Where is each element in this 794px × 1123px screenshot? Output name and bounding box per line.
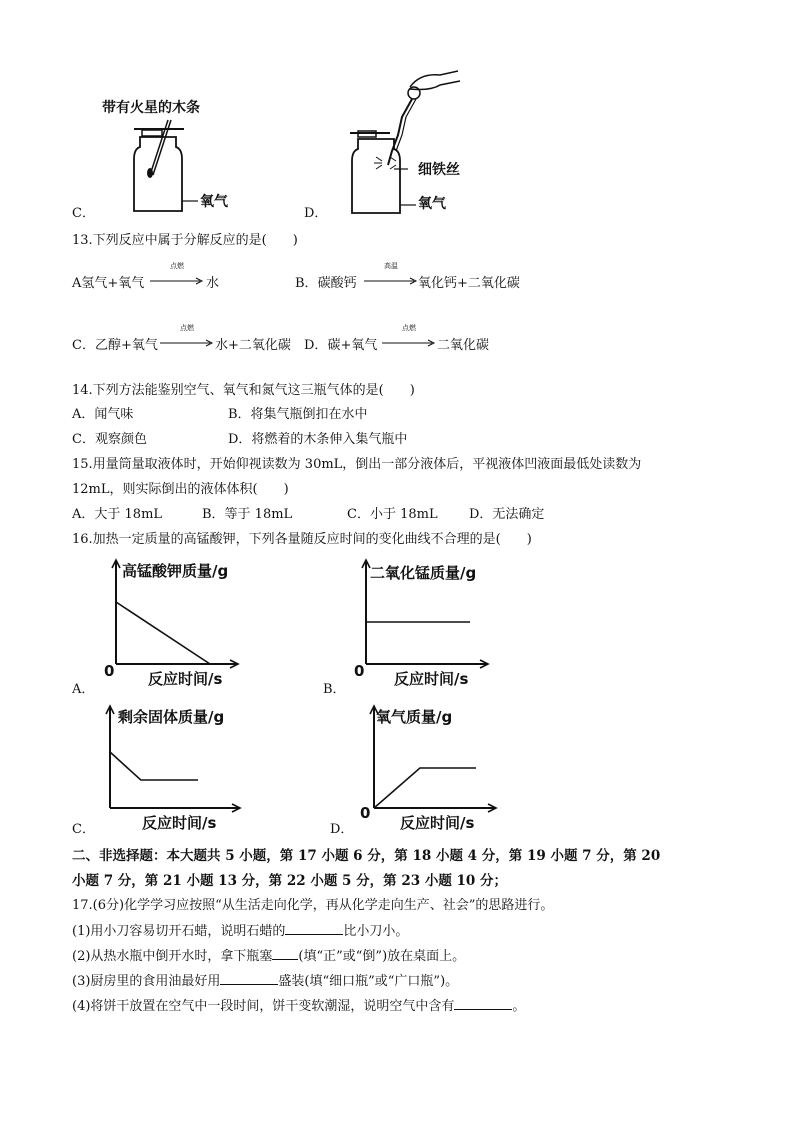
graph-a-xlabel: 反应时间/s [148, 670, 223, 688]
option-c-top: C． [72, 206, 95, 221]
graph-d-origin: 0 [360, 804, 371, 822]
option-d-top: D． [304, 206, 328, 221]
q13-d-products: 二氧化碳 [437, 338, 490, 353]
q15-option-b: B．等于 18mL [202, 507, 293, 522]
q14-option-b: B．将集气瓶倒扣在水中 [228, 407, 368, 422]
q13-option-c: C．乙醇+氧气 [72, 338, 158, 353]
q15-option-c: C．小于 18mL [347, 507, 438, 522]
q13-option-d: D．碳+氧气 [304, 338, 378, 353]
graph-a [100, 556, 260, 696]
q17-part3: (3)厨房里的食用油最好用 盛装(填“细口瓶”或“广口瓶”)。 [72, 974, 459, 989]
q17-blank-4[interactable] [454, 997, 512, 1010]
graph-c [100, 700, 260, 840]
q17-part2: (2)从热水瓶中倒开水时，拿下瓶塞 (填“正”或“倒”)放在桌面上。 [72, 949, 466, 964]
graph-d-curve [374, 768, 476, 808]
q13-stem: 13.下列反应中属于分解反应的是( ) [72, 233, 298, 248]
oxygen-label-d: 氧气 [418, 196, 446, 212]
q17-blank-2[interactable] [272, 947, 298, 960]
oxygen-label-c: 氧气 [200, 194, 228, 210]
q13-a-products: 水 [206, 276, 220, 291]
q17-blank-1[interactable] [285, 922, 343, 935]
graph-b-option: B． [323, 682, 346, 697]
graph-c-xlabel: 反应时间/s [142, 814, 217, 832]
q14-option-c: C．观察颜色 [72, 432, 147, 447]
q13-option-b: B．碳酸钙 [295, 276, 357, 291]
q13-option-a: A氢气+氧气 [72, 276, 145, 291]
q17-part4: (4)将饼干放置在空气中一段时间，饼干变软潮湿，说明空气中含有 。 [72, 999, 526, 1014]
graph-d-option: D． [330, 822, 354, 837]
graph-b [350, 556, 510, 696]
q15-option-d: D．无法确定 [469, 507, 545, 522]
graph-b-origin: 0 [354, 662, 365, 680]
graph-d-ylabel: 氧气质量/g [376, 708, 453, 726]
bottle-splint-figure [120, 115, 250, 220]
q14-stem: 14.下列方法能鉴别空气、氧气和氮气这三瓶气体的是( ) [72, 383, 415, 398]
iron-wire-label: 细铁丝 [418, 162, 460, 178]
graph-b-xlabel: 反应时间/s [394, 670, 469, 688]
q13-a-arrow: 点燃 [150, 262, 204, 289]
graph-c-option: C． [72, 822, 95, 837]
q13-d-arrow: 点燃 [382, 324, 436, 351]
q13-c-products: 水+二氧化碳 [215, 338, 291, 353]
q15-option-a: A．大于 18mL [72, 507, 163, 522]
q15-line1: 15.用量筒量取液体时，开始仰视读数为 30mL，倒出一部分液体后，平视液体凹液面最低处读数为 [72, 457, 642, 472]
q17-part1: (1)用小刀容易切开石蜡，说明石蜡的 比小刀小。 [72, 924, 409, 939]
graph-d-xlabel: 反应时间/s [400, 814, 475, 832]
graph-a-origin: 0 [104, 662, 115, 680]
graph-a-option: A． [72, 682, 95, 697]
graph-b-ylabel: 二氧化锰质量/g [370, 564, 477, 582]
graph-d [356, 700, 516, 840]
q16-stem: 16.加热一定质量的高锰酸钾，下列各量随反应时间的变化曲线不合理的是( ) [72, 532, 532, 547]
q17-stem: 17.(6分)化学学习应按照“从生活走向化学，再从化学走向生产、社会”的思路进行。 [72, 898, 554, 913]
graph-a-curve [116, 602, 210, 664]
splint-label: 带有火星的木条 [102, 100, 200, 116]
q13-b-arrow: 高温 [364, 262, 418, 289]
section2-line1: 二、非选择题：本大题共 5 小题，第 17 小题 6 分，第 18 小题 4 分，第 19 小题 7 分，第 20 [72, 848, 661, 864]
graph-c-curve [110, 752, 198, 780]
q14-option-a: A．闻气味 [72, 407, 134, 422]
q15-line2: 12mL，则实际倒出的液体体积( ) [72, 482, 289, 497]
section2-line2: 小题 7 分，第 21 小题 13 分，第 22 小题 5 分，第 23 小题 10 分； [72, 873, 508, 889]
bottle-iron-wire-figure [340, 65, 470, 220]
q13-c-arrow: 点燃 [160, 324, 214, 351]
graph-c-ylabel: 剩余固体质量/g [118, 708, 225, 726]
graph-a-ylabel: 高锰酸钾质量/g [122, 562, 229, 580]
q14-option-d: D．将燃着的木条伸入集气瓶中 [228, 432, 408, 447]
q17-blank-3[interactable] [220, 972, 278, 985]
q13-b-products: 氧化钙+二氧化碳 [418, 276, 520, 291]
